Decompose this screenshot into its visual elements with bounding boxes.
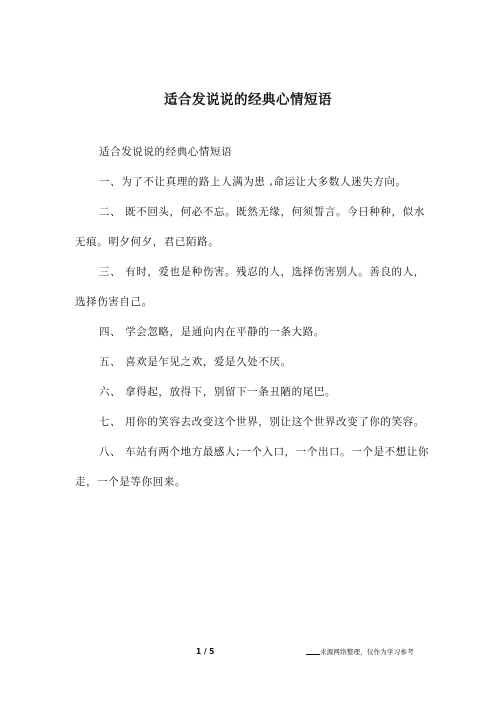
paragraph-5: 五、 喜欢是乍见之欢，爱是久处不厌。: [99, 356, 292, 368]
paragraph-4: 四、 学会忽略，是通向内在平静的一条大路。: [99, 326, 325, 338]
paragraph-7: 七、 用你的笑容去改变这个世界，别让这个世界改变了你的笑容。: [99, 416, 425, 428]
page-footer: [0, 644, 496, 660]
paragraph-8: 八、 车站有两个地方最感人;一个入口，一个出口。一个是不想让你走，一个是等你回来。: [75, 446, 429, 488]
document-body: [75, 137, 433, 497]
paragraph-3: 三、 有时，爱也是种伤害。残忍的人，选择伤害别人。善良的人，选择伤害自己。: [75, 266, 425, 308]
page-title: 适合发说说的经典心情短语: [164, 92, 332, 108]
source-note: 来源网络整理，仅作为学习参考: [306, 647, 414, 656]
paragraph-2: 二、 既不回头，何必不忘。既然无缘，何须誓言。今日种种，似水无痕。明夕何夕，君已陌路。: [75, 206, 425, 248]
page-number: 1 / 5: [196, 647, 215, 656]
paragraph-subtitle: 适合发说说的经典心情短语: [99, 146, 233, 158]
paragraph-1: 一、为了不让真理的路上人满为患 ,命运让大多数人迷失方向。: [99, 176, 407, 188]
paragraph-6: 六、 拿得起，放得下，别留下一条丑陋的尾巴。: [99, 386, 337, 398]
